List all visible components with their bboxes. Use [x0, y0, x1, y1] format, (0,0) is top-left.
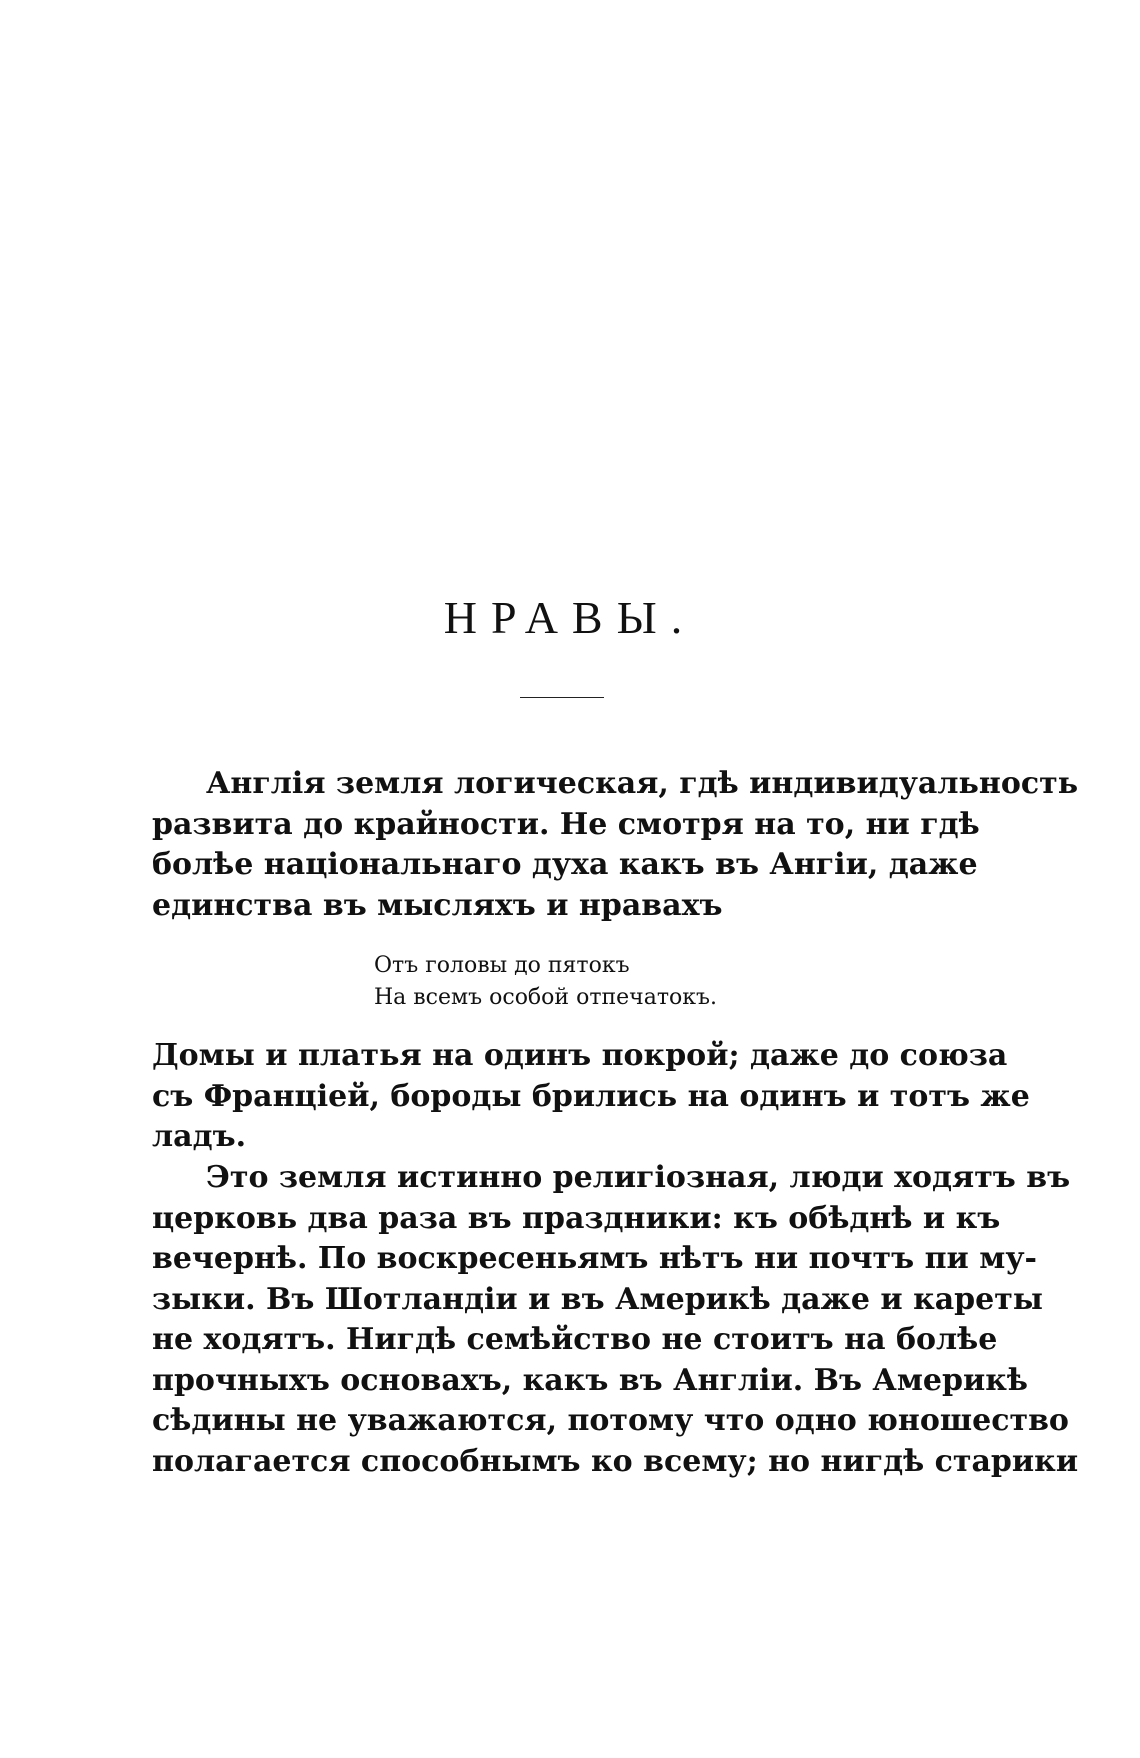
text-line: ладъ.	[152, 1119, 247, 1154]
text-line: сѣдины не уважаются, потому что одно юношество	[152, 1403, 1069, 1438]
page-title: НРАВЫ.	[443, 592, 697, 643]
paragraph-3	[152, 1158, 1079, 1482]
text-line: Домы и платья на одинъ покрой; даже до союза	[152, 1038, 1008, 1073]
text-line: зыки. Въ Шотландіи и въ Америкѣ даже и кареты	[152, 1281, 1043, 1317]
text-line: прочныхъ основахъ, какъ въ Англіи. Въ Америкѣ	[152, 1362, 1028, 1398]
text-line: развита до крайности. Не смотря на то, ни гдѣ	[152, 806, 980, 842]
paragraph-2	[152, 1036, 1030, 1158]
text-line: съ Франціей, бороды брились на одинъ и тотъ же	[152, 1078, 1030, 1114]
text-line: не ходятъ. Нигдѣ семѣйство не стоитъ на болѣе	[152, 1322, 998, 1357]
paragraph-1	[152, 764, 1079, 926]
title-divider	[520, 697, 604, 698]
text-line: болѣе національнаго духа какъ въ Ангіи, даже	[152, 847, 978, 882]
text-line: вечернѣ. По воскресеньямъ нѣтъ ни почтъ пи му-	[152, 1241, 1037, 1276]
text-line: Это земля истинно религіозная, люди ходятъ въ	[206, 1160, 1071, 1195]
verse-quote	[374, 950, 717, 1014]
text-line: полагается способнымъ ко всему; но нигдѣ старики	[152, 1443, 1079, 1479]
text-line: церковь два раза въ праздники: къ обѣднѣ и къ	[152, 1200, 1001, 1236]
text-line: единства въ мысляхъ и нравахъ	[152, 887, 723, 923]
text-line: Англія земля логическая, гдѣ индивидуальность	[206, 766, 1079, 801]
verse-line: На всемъ особой отпечатокъ.	[374, 985, 717, 1010]
verse-line: Отъ головы до пятокъ	[374, 953, 630, 978]
